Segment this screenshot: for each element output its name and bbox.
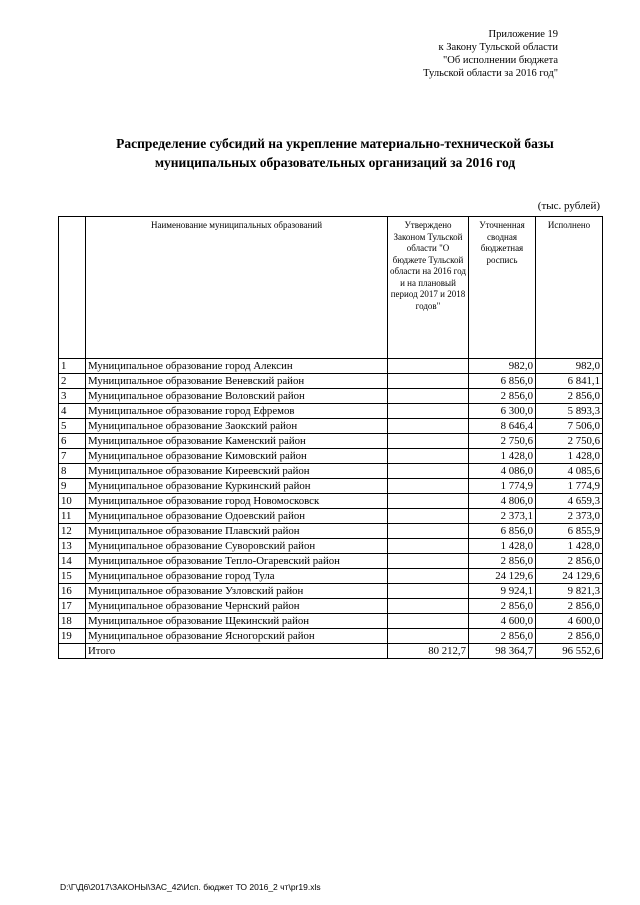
row-index: 6 bbox=[59, 434, 86, 449]
row-revised: 6 856,0 bbox=[469, 524, 536, 539]
row-revised: 6 300,0 bbox=[469, 404, 536, 419]
row-index: 14 bbox=[59, 554, 86, 569]
row-index: 13 bbox=[59, 539, 86, 554]
row-name: Муниципальное образование город Новомосковск bbox=[86, 494, 388, 509]
title-line-1: Распределение субсидий на укрепление материально-технической базы bbox=[116, 136, 554, 151]
total-revised: 98 364,7 bbox=[469, 644, 536, 659]
row-name: Муниципальное образование Плавский район bbox=[86, 524, 388, 539]
row-name: Муниципальное образование Одоевский район bbox=[86, 509, 388, 524]
table-row bbox=[59, 629, 603, 644]
row-executed: 2 856,0 bbox=[536, 629, 603, 644]
appendix-caption bbox=[328, 28, 558, 80]
row-revised: 2 373,1 bbox=[469, 509, 536, 524]
file-path-footer: D:\Г\Д6\2017\ЗАКОНЫ\ЗАС_42\Исп. бюджет ТО 2016_2 чт\pr19.xls bbox=[60, 882, 321, 892]
units-label: (тыс. рублей) bbox=[537, 200, 600, 212]
row-name: Муниципальное образование Киреевский район bbox=[86, 464, 388, 479]
row-index: 8 bbox=[59, 464, 86, 479]
row-name: Муниципальное образование город Ефремов bbox=[86, 404, 388, 419]
table-row bbox=[59, 434, 603, 449]
total-executed: 96 552,6 bbox=[536, 644, 603, 659]
row-name: Муниципальное образование Узловский район bbox=[86, 584, 388, 599]
table-row bbox=[59, 509, 603, 524]
row-executed: 5 893,3 bbox=[536, 404, 603, 419]
row-revised: 2 856,0 bbox=[469, 629, 536, 644]
row-name: Муниципальное образование город Тула bbox=[86, 569, 388, 584]
title-line-2: муниципальных образовательных организаций за 2016 год bbox=[154, 155, 516, 170]
row-executed: 2 373,0 bbox=[536, 509, 603, 524]
row-executed: 6 855,9 bbox=[536, 524, 603, 539]
row-approved bbox=[388, 434, 469, 449]
row-index: 4 bbox=[59, 404, 86, 419]
row-approved bbox=[388, 494, 469, 509]
row-index: 12 bbox=[59, 524, 86, 539]
row-approved bbox=[388, 569, 469, 584]
table-row bbox=[59, 479, 603, 494]
header-revised: Уточненная сводная бюджетная роспись bbox=[469, 217, 536, 359]
appendix-line: к Закону Тульской области bbox=[438, 42, 558, 53]
row-index: 16 bbox=[59, 584, 86, 599]
row-revised: 24 129,6 bbox=[469, 569, 536, 584]
row-executed: 4 659,3 bbox=[536, 494, 603, 509]
table-row bbox=[59, 569, 603, 584]
row-executed: 7 506,0 bbox=[536, 419, 603, 434]
total-row bbox=[59, 644, 603, 659]
table-row bbox=[59, 614, 603, 629]
table-body bbox=[59, 359, 603, 659]
table-header-row bbox=[59, 217, 603, 359]
row-approved bbox=[388, 629, 469, 644]
row-name: Муниципальное образование Кимовский район bbox=[86, 449, 388, 464]
row-name: Муниципальное образование город Алексин bbox=[86, 359, 388, 374]
row-revised: 982,0 bbox=[469, 359, 536, 374]
row-revised: 2 856,0 bbox=[469, 599, 536, 614]
appendix-line: Тульской области за 2016 год" bbox=[423, 68, 558, 79]
row-revised: 2 856,0 bbox=[469, 554, 536, 569]
row-approved bbox=[388, 599, 469, 614]
row-name: Муниципальное образование Суворовский район bbox=[86, 539, 388, 554]
row-revised: 4 086,0 bbox=[469, 464, 536, 479]
subsidy-table bbox=[58, 216, 603, 659]
row-name: Муниципальное образование Заокский район bbox=[86, 419, 388, 434]
row-index: 1 bbox=[59, 359, 86, 374]
row-index: 2 bbox=[59, 374, 86, 389]
table-row bbox=[59, 539, 603, 554]
row-executed: 1 428,0 bbox=[536, 449, 603, 464]
row-approved bbox=[388, 404, 469, 419]
row-name: Муниципальное образование Веневский район bbox=[86, 374, 388, 389]
table-row bbox=[59, 404, 603, 419]
header-index bbox=[59, 217, 86, 359]
row-name: Муниципальное образование Каменский район bbox=[86, 434, 388, 449]
row-executed: 4 085,6 bbox=[536, 464, 603, 479]
table-row bbox=[59, 464, 603, 479]
row-executed: 1 428,0 bbox=[536, 539, 603, 554]
table-row bbox=[59, 599, 603, 614]
row-index: 5 bbox=[59, 419, 86, 434]
row-approved bbox=[388, 449, 469, 464]
row-approved bbox=[388, 554, 469, 569]
row-executed: 1 774,9 bbox=[536, 479, 603, 494]
row-name: Муниципальное образование Куркинский район bbox=[86, 479, 388, 494]
row-index: 18 bbox=[59, 614, 86, 629]
row-approved bbox=[388, 614, 469, 629]
appendix-line: Приложение 19 bbox=[488, 29, 558, 40]
row-name: Муниципальное образование Ясногорский район bbox=[86, 629, 388, 644]
document-title bbox=[70, 134, 600, 172]
row-name: Муниципальное образование Воловский район bbox=[86, 389, 388, 404]
row-approved bbox=[388, 389, 469, 404]
row-executed: 2 856,0 bbox=[536, 554, 603, 569]
header-approved: Утверждено Законом Тульской области "О бюджете Тульской области на 2016 год и на плановый период 2017 и 2018 годов" bbox=[388, 217, 469, 359]
row-executed: 24 129,6 bbox=[536, 569, 603, 584]
table-row bbox=[59, 554, 603, 569]
row-revised: 2 856,0 bbox=[469, 389, 536, 404]
row-revised: 2 750,6 bbox=[469, 434, 536, 449]
row-approved bbox=[388, 359, 469, 374]
row-approved bbox=[388, 509, 469, 524]
row-approved bbox=[388, 524, 469, 539]
row-approved bbox=[388, 539, 469, 554]
table-row bbox=[59, 584, 603, 599]
row-executed: 2 856,0 bbox=[536, 389, 603, 404]
table-row bbox=[59, 359, 603, 374]
row-index: 15 bbox=[59, 569, 86, 584]
row-revised: 9 924,1 bbox=[469, 584, 536, 599]
row-executed: 9 821,3 bbox=[536, 584, 603, 599]
row-index: 3 bbox=[59, 389, 86, 404]
row-index: 7 bbox=[59, 449, 86, 464]
table-row bbox=[59, 389, 603, 404]
total-index bbox=[59, 644, 86, 659]
row-index: 10 bbox=[59, 494, 86, 509]
row-approved bbox=[388, 584, 469, 599]
row-revised: 6 856,0 bbox=[469, 374, 536, 389]
row-revised: 8 646,4 bbox=[469, 419, 536, 434]
table-row bbox=[59, 419, 603, 434]
table-row bbox=[59, 374, 603, 389]
row-revised: 4 806,0 bbox=[469, 494, 536, 509]
row-executed: 6 841,1 bbox=[536, 374, 603, 389]
row-index: 17 bbox=[59, 599, 86, 614]
total-label: Итого bbox=[86, 644, 388, 659]
row-revised: 1 428,0 bbox=[469, 539, 536, 554]
row-executed: 4 600,0 bbox=[536, 614, 603, 629]
row-name: Муниципальное образование Щекинский район bbox=[86, 614, 388, 629]
row-index: 9 bbox=[59, 479, 86, 494]
row-approved bbox=[388, 464, 469, 479]
header-name: Наименование муниципальных образований bbox=[86, 217, 388, 359]
table-row bbox=[59, 524, 603, 539]
row-approved bbox=[388, 479, 469, 494]
row-approved bbox=[388, 374, 469, 389]
row-revised: 1 774,9 bbox=[469, 479, 536, 494]
appendix-line: "Об исполнении бюджета bbox=[443, 55, 558, 66]
row-executed: 2 856,0 bbox=[536, 599, 603, 614]
row-index: 11 bbox=[59, 509, 86, 524]
row-executed: 982,0 bbox=[536, 359, 603, 374]
row-index: 19 bbox=[59, 629, 86, 644]
total-approved: 80 212,7 bbox=[388, 644, 469, 659]
row-name: Муниципальное образование Тепло-Огаревский район bbox=[86, 554, 388, 569]
row-revised: 4 600,0 bbox=[469, 614, 536, 629]
header-executed: Исполнено bbox=[536, 217, 603, 359]
row-name: Муниципальное образование Чернский район bbox=[86, 599, 388, 614]
table-row bbox=[59, 494, 603, 509]
table-row bbox=[59, 449, 603, 464]
row-revised: 1 428,0 bbox=[469, 449, 536, 464]
row-approved bbox=[388, 419, 469, 434]
row-executed: 2 750,6 bbox=[536, 434, 603, 449]
